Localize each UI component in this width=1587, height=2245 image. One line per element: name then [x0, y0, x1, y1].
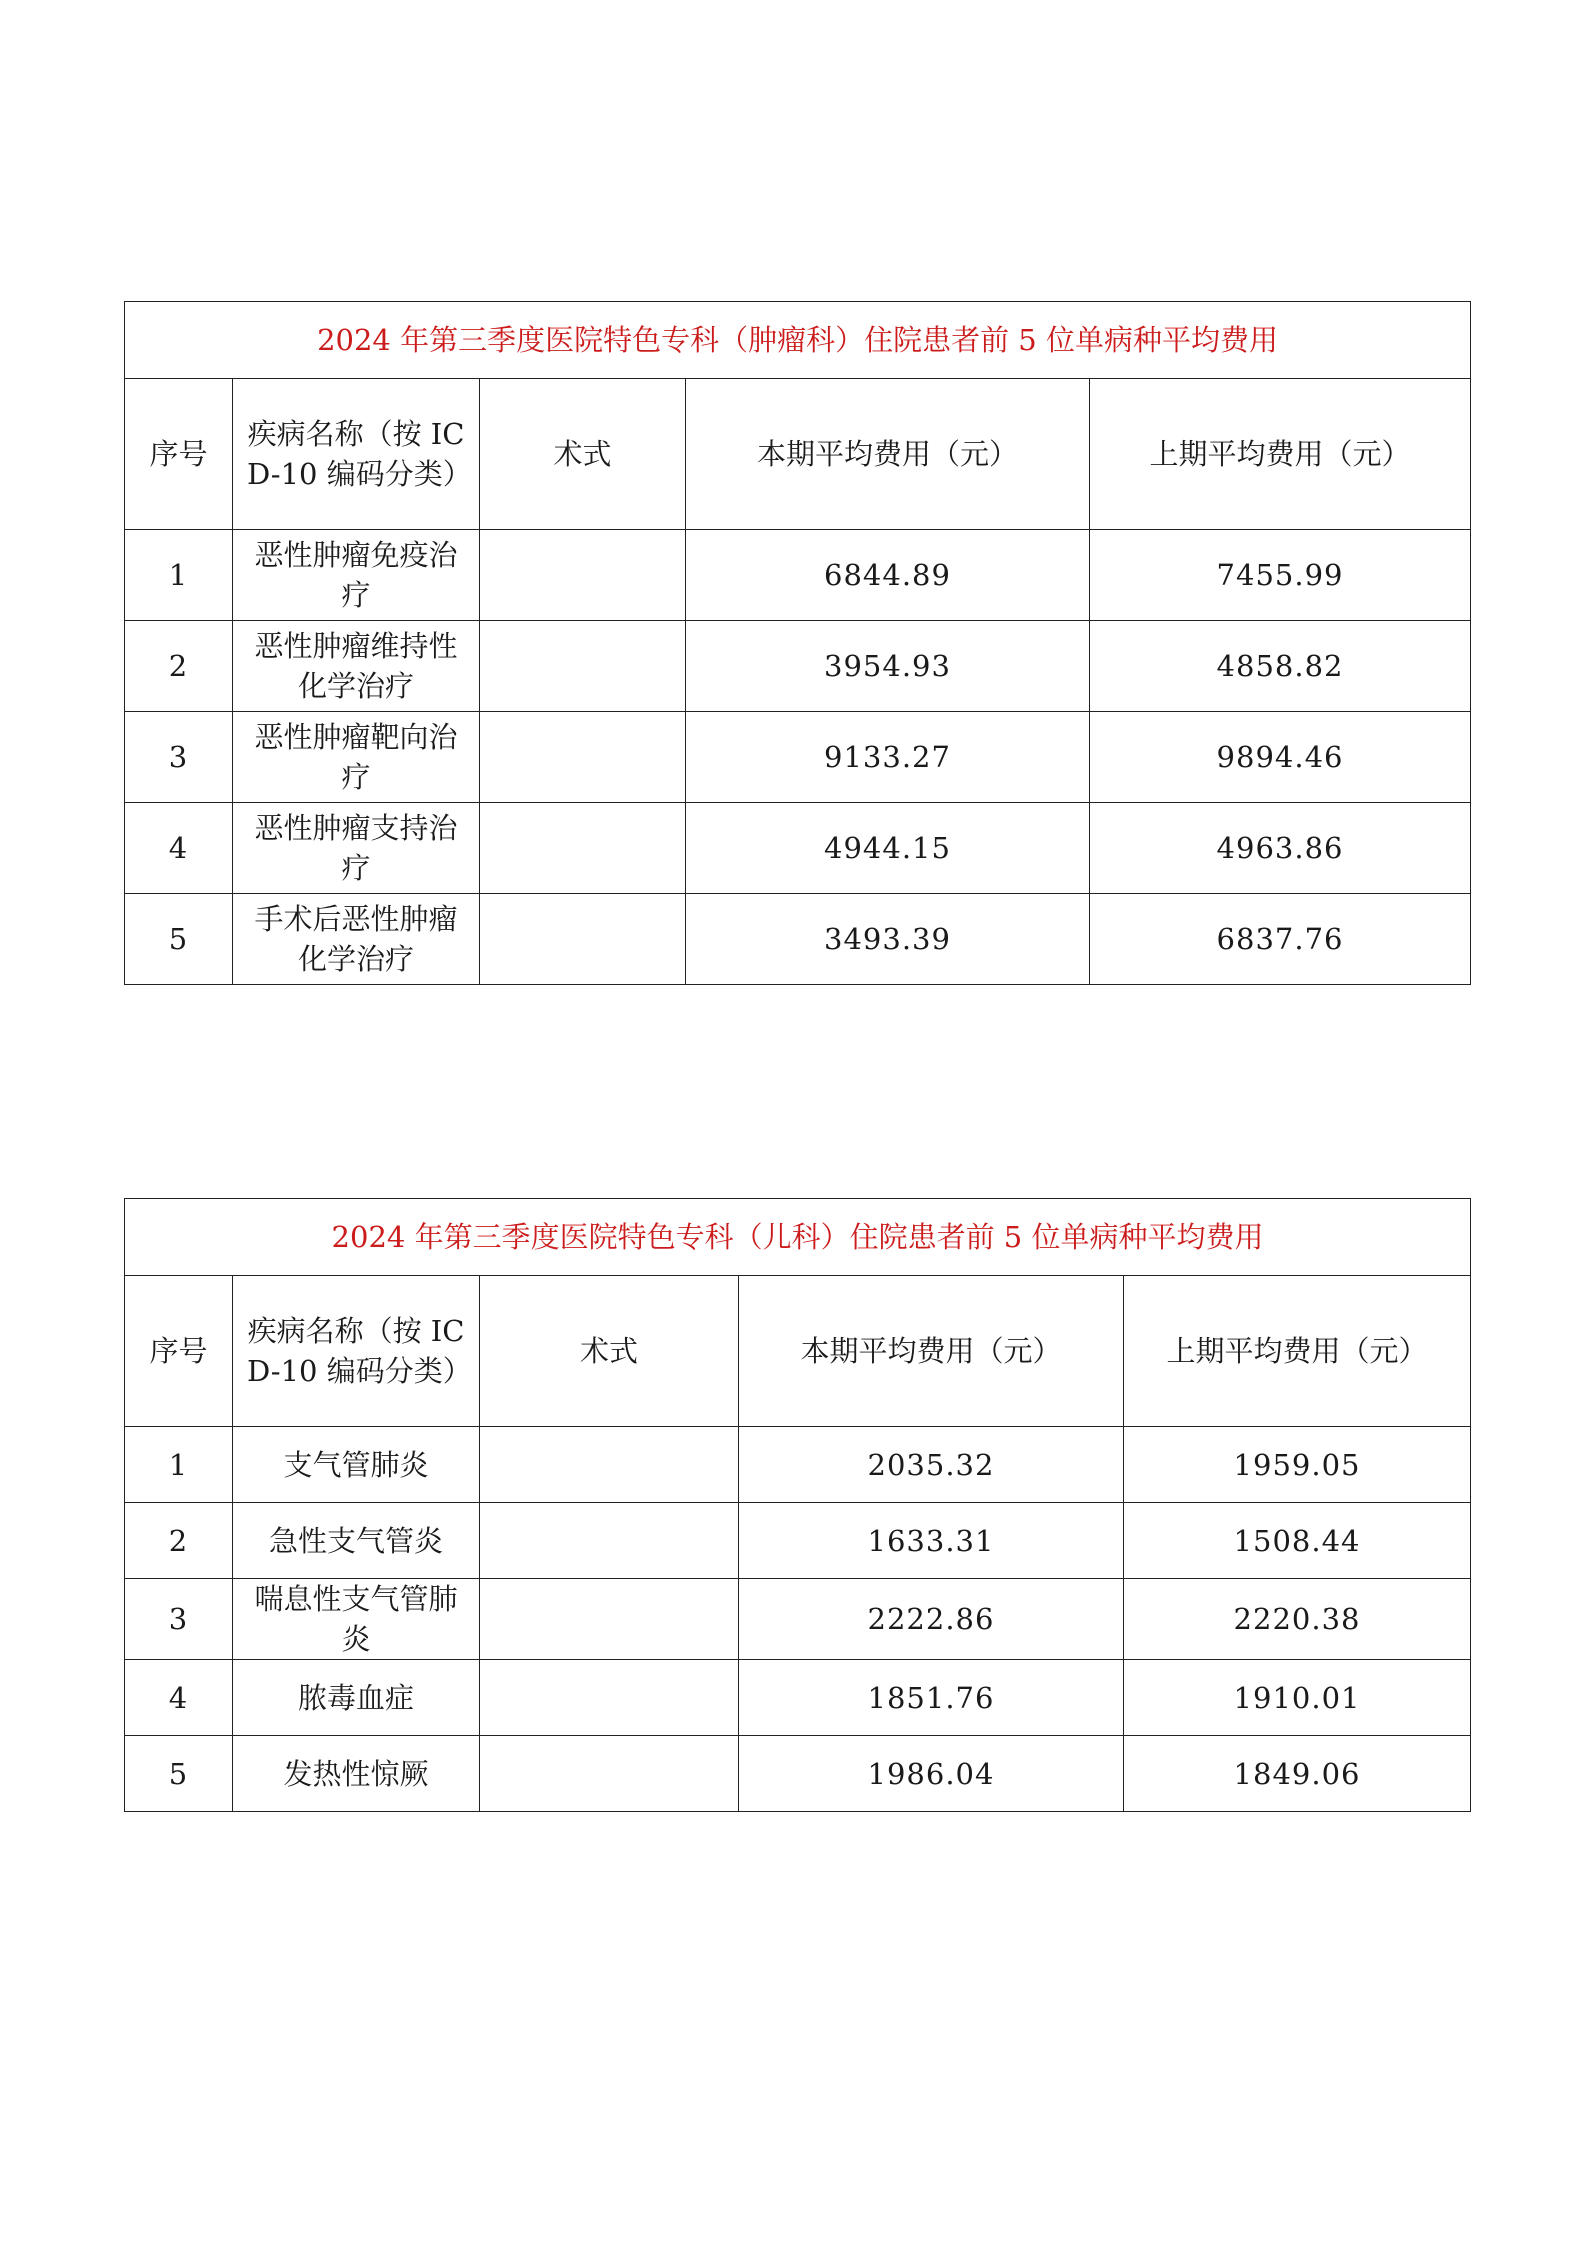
procedure — [480, 712, 686, 803]
header-procedure: 术式 — [480, 1276, 739, 1427]
disease-name: 急性支气管炎 — [233, 1503, 480, 1579]
header-procedure: 术式 — [480, 379, 686, 530]
table-row — [125, 1427, 1471, 1503]
table-row — [125, 712, 1471, 803]
pediatrics-fee-table — [124, 1198, 1471, 1812]
procedure — [480, 1660, 739, 1736]
disease-name: 恶性肿瘤支持治疗 — [233, 803, 480, 894]
row-no: 5 — [125, 894, 233, 985]
table-title: 2024 年第三季度医院特色专科（儿科）住院患者前 5 位单病种平均费用 — [125, 1199, 1471, 1276]
procedure — [480, 803, 686, 894]
current-fee: 3954.93 — [686, 621, 1090, 712]
table-row — [125, 621, 1471, 712]
procedure — [480, 894, 686, 985]
table-row — [125, 1503, 1471, 1579]
row-no: 3 — [125, 712, 233, 803]
current-fee: 1851.76 — [739, 1660, 1124, 1736]
current-fee: 9133.27 — [686, 712, 1090, 803]
row-no: 4 — [125, 1660, 233, 1736]
procedure — [480, 1736, 739, 1812]
row-no: 1 — [125, 1427, 233, 1503]
procedure — [480, 1503, 739, 1579]
current-fee: 6844.89 — [686, 530, 1090, 621]
procedure — [480, 621, 686, 712]
table-row — [125, 894, 1471, 985]
previous-fee: 7455.99 — [1090, 530, 1471, 621]
previous-fee: 1959.05 — [1124, 1427, 1471, 1503]
current-fee: 4944.15 — [686, 803, 1090, 894]
previous-fee: 1849.06 — [1124, 1736, 1471, 1812]
row-no: 2 — [125, 1503, 233, 1579]
row-no: 2 — [125, 621, 233, 712]
current-fee: 1986.04 — [739, 1736, 1124, 1812]
row-no: 1 — [125, 530, 233, 621]
table-title: 2024 年第三季度医院特色专科（肿瘤科）住院患者前 5 位单病种平均费用 — [125, 302, 1471, 379]
current-fee: 2035.32 — [739, 1427, 1124, 1503]
table-row — [125, 1660, 1471, 1736]
row-no: 4 — [125, 803, 233, 894]
previous-fee: 4858.82 — [1090, 621, 1471, 712]
row-no: 5 — [125, 1736, 233, 1812]
table-row — [125, 530, 1471, 621]
header-current-fee: 本期平均费用（元） — [686, 379, 1090, 530]
table-row — [125, 1579, 1471, 1660]
disease-name: 支气管肺炎 — [233, 1427, 480, 1503]
procedure — [480, 1579, 739, 1660]
current-fee: 1633.31 — [739, 1503, 1124, 1579]
header-previous-fee: 上期平均费用（元） — [1090, 379, 1471, 530]
current-fee: 2222.86 — [739, 1579, 1124, 1660]
procedure — [480, 1427, 739, 1503]
disease-name: 恶性肿瘤维持性化学治疗 — [233, 621, 480, 712]
current-fee: 3493.39 — [686, 894, 1090, 985]
header-disease: 疾病名称（按 ICD-10 编码分类） — [233, 1276, 480, 1427]
disease-name: 喘息性支气管肺炎 — [233, 1579, 480, 1660]
header-disease: 疾病名称（按 ICD-10 编码分类） — [233, 379, 480, 530]
oncology-fee-table — [124, 301, 1471, 985]
previous-fee: 9894.46 — [1090, 712, 1471, 803]
previous-fee: 1910.01 — [1124, 1660, 1471, 1736]
disease-name: 脓毒血症 — [233, 1660, 480, 1736]
header-previous-fee: 上期平均费用（元） — [1124, 1276, 1471, 1427]
header-no: 序号 — [125, 379, 233, 530]
header-no: 序号 — [125, 1276, 233, 1427]
previous-fee: 2220.38 — [1124, 1579, 1471, 1660]
row-no: 3 — [125, 1579, 233, 1660]
table-row — [125, 1736, 1471, 1812]
previous-fee: 4963.86 — [1090, 803, 1471, 894]
previous-fee: 1508.44 — [1124, 1503, 1471, 1579]
table-row — [125, 803, 1471, 894]
disease-name: 手术后恶性肿瘤化学治疗 — [233, 894, 480, 985]
disease-name: 发热性惊厥 — [233, 1736, 480, 1812]
disease-name: 恶性肿瘤免疫治疗 — [233, 530, 480, 621]
disease-name: 恶性肿瘤靶向治疗 — [233, 712, 480, 803]
header-current-fee: 本期平均费用（元） — [739, 1276, 1124, 1427]
procedure — [480, 530, 686, 621]
previous-fee: 6837.76 — [1090, 894, 1471, 985]
